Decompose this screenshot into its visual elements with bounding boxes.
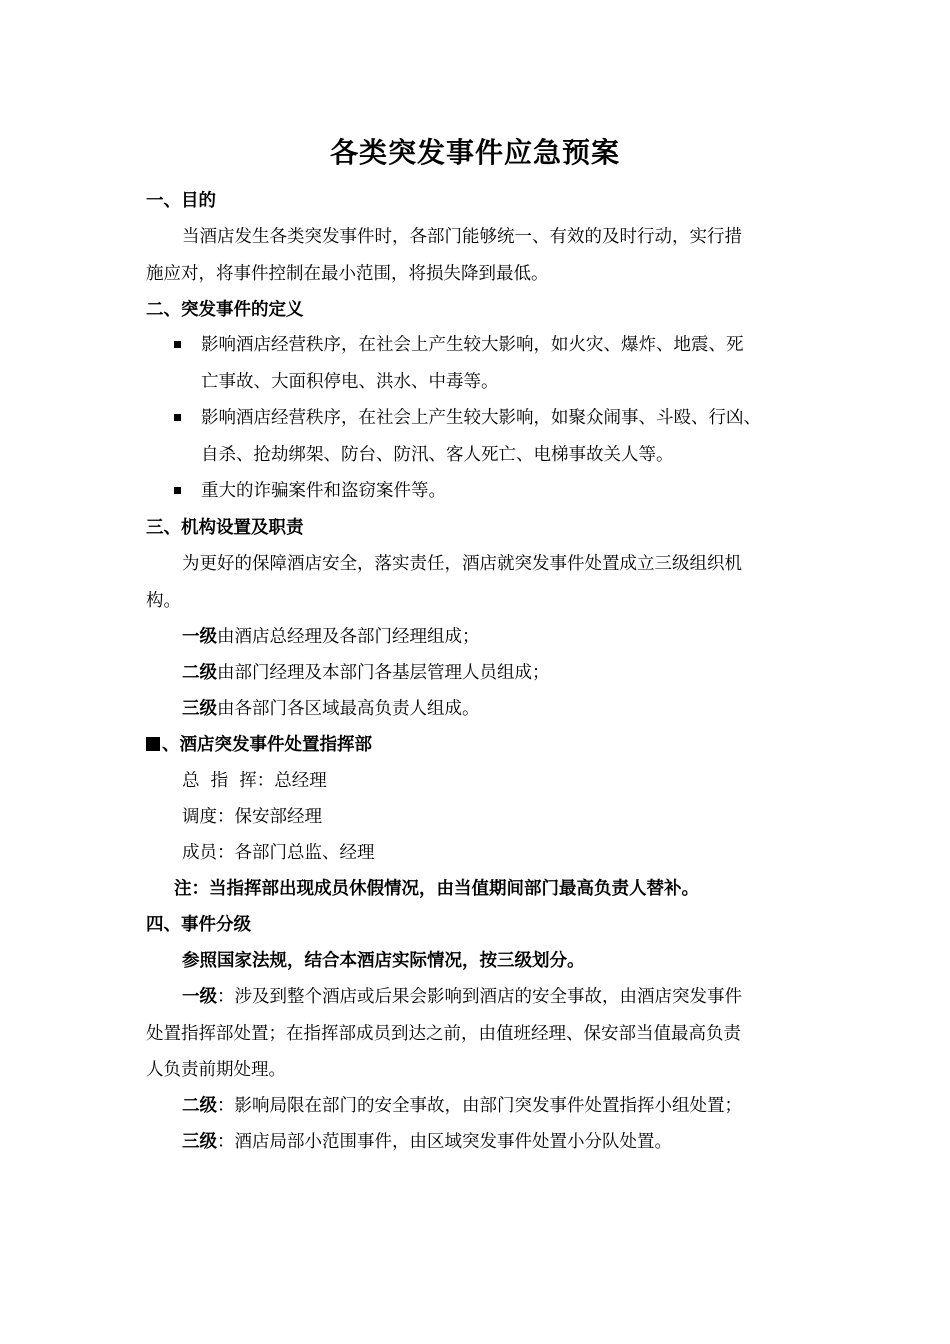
grade-label: 二级: [182, 1096, 217, 1116]
bullet-line: 自杀、抢劫绑架、防台、防汛、客人死亡、电梯事故关人等。: [201, 445, 674, 465]
command-row: 总 指 挥：总经理: [182, 771, 327, 791]
paragraph-line: 当酒店发生各类突发事件时，各部门能够统一、有效的及时行动，实行措: [182, 227, 742, 247]
classification-intro: 参照国家法规，结合本酒店实际情况，按三级划分。: [182, 951, 585, 971]
command-row: 成员：各部门总监、经理: [182, 843, 375, 863]
level-label: 二级: [182, 663, 217, 683]
bullet-icon: [174, 414, 181, 421]
grade-text: ：酒店局部小范围事件，由区域突发事件处置小分队处置。: [217, 1132, 672, 1152]
grade-line: [182, 1094, 742, 1118]
section-heading-classification: 四、事件分级: [146, 915, 251, 935]
paragraph-line: 处置指挥部处置；在指挥部成员到达之前，由值班经理、保安部当值最高负责: [146, 1024, 741, 1044]
level-text: 由各部门各区域最高负责人组成。: [217, 699, 480, 719]
level-text: 由部门经理及本部门各基层管理人员组成；: [217, 663, 550, 683]
level-line: [182, 661, 550, 685]
bullet-line: 重大的诈骗案件和盗窃案件等。: [201, 481, 446, 501]
document-title: 各类突发事件应急预案: [329, 136, 620, 169]
bullet-icon: [174, 341, 181, 348]
bullet-line: 影响酒店经营秩序，在社会上产生较大影响，如聚众闹事、斗殴、行凶、: [201, 408, 761, 428]
command-row: 调度：保安部经理: [182, 807, 322, 827]
grade-label: 一级: [182, 987, 217, 1007]
command-heading: [146, 733, 372, 757]
level-text: 由酒店总经理及各部门经理组成；: [217, 627, 480, 647]
paragraph-line: 为更好的保障酒店安全，落实责任，酒店就突发事件处置成立三级组织机: [182, 554, 742, 574]
command-note: 注：当指挥部出现成员休假情况，由当值期间部门最高负责人替补。: [174, 879, 699, 899]
grade-text: ：涉及到整个酒店或后果会影响到酒店的安全事故，由酒店突发事件: [217, 987, 742, 1007]
command-heading-text: 、酒店突发事件处置指挥部: [162, 735, 372, 755]
grade-label: 三级: [182, 1132, 217, 1152]
grade-line: [182, 1130, 672, 1154]
bullet-icon: [174, 487, 181, 494]
paragraph-line: 施应对，将事件控制在最小范围，将损失降到最低。: [146, 264, 549, 284]
bullet-line: 亡事故、大面积停电、洪水、中毒等。: [201, 372, 499, 392]
level-label: 三级: [182, 699, 217, 719]
level-label: 一级: [182, 627, 217, 647]
level-line: [182, 697, 480, 721]
paragraph-line: 人负责前期处理。: [146, 1060, 286, 1080]
section-heading-purpose: 一、目的: [146, 191, 216, 211]
bullet-line: 影响酒店经营秩序，在社会上产生较大影响，如火灾、爆炸、地震、死: [201, 335, 744, 355]
section-heading-organization: 三、机构设置及职责: [146, 518, 304, 538]
section-heading-definition: 二、突发事件的定义: [146, 300, 304, 320]
paragraph-line: 构。: [146, 591, 181, 611]
level-line: [182, 625, 480, 649]
grade-text: ：影响局限在部门的安全事故，由部门突发事件处置指挥小组处置；: [217, 1096, 742, 1116]
grade-line: [182, 985, 742, 1009]
black-square-icon: [146, 737, 160, 751]
